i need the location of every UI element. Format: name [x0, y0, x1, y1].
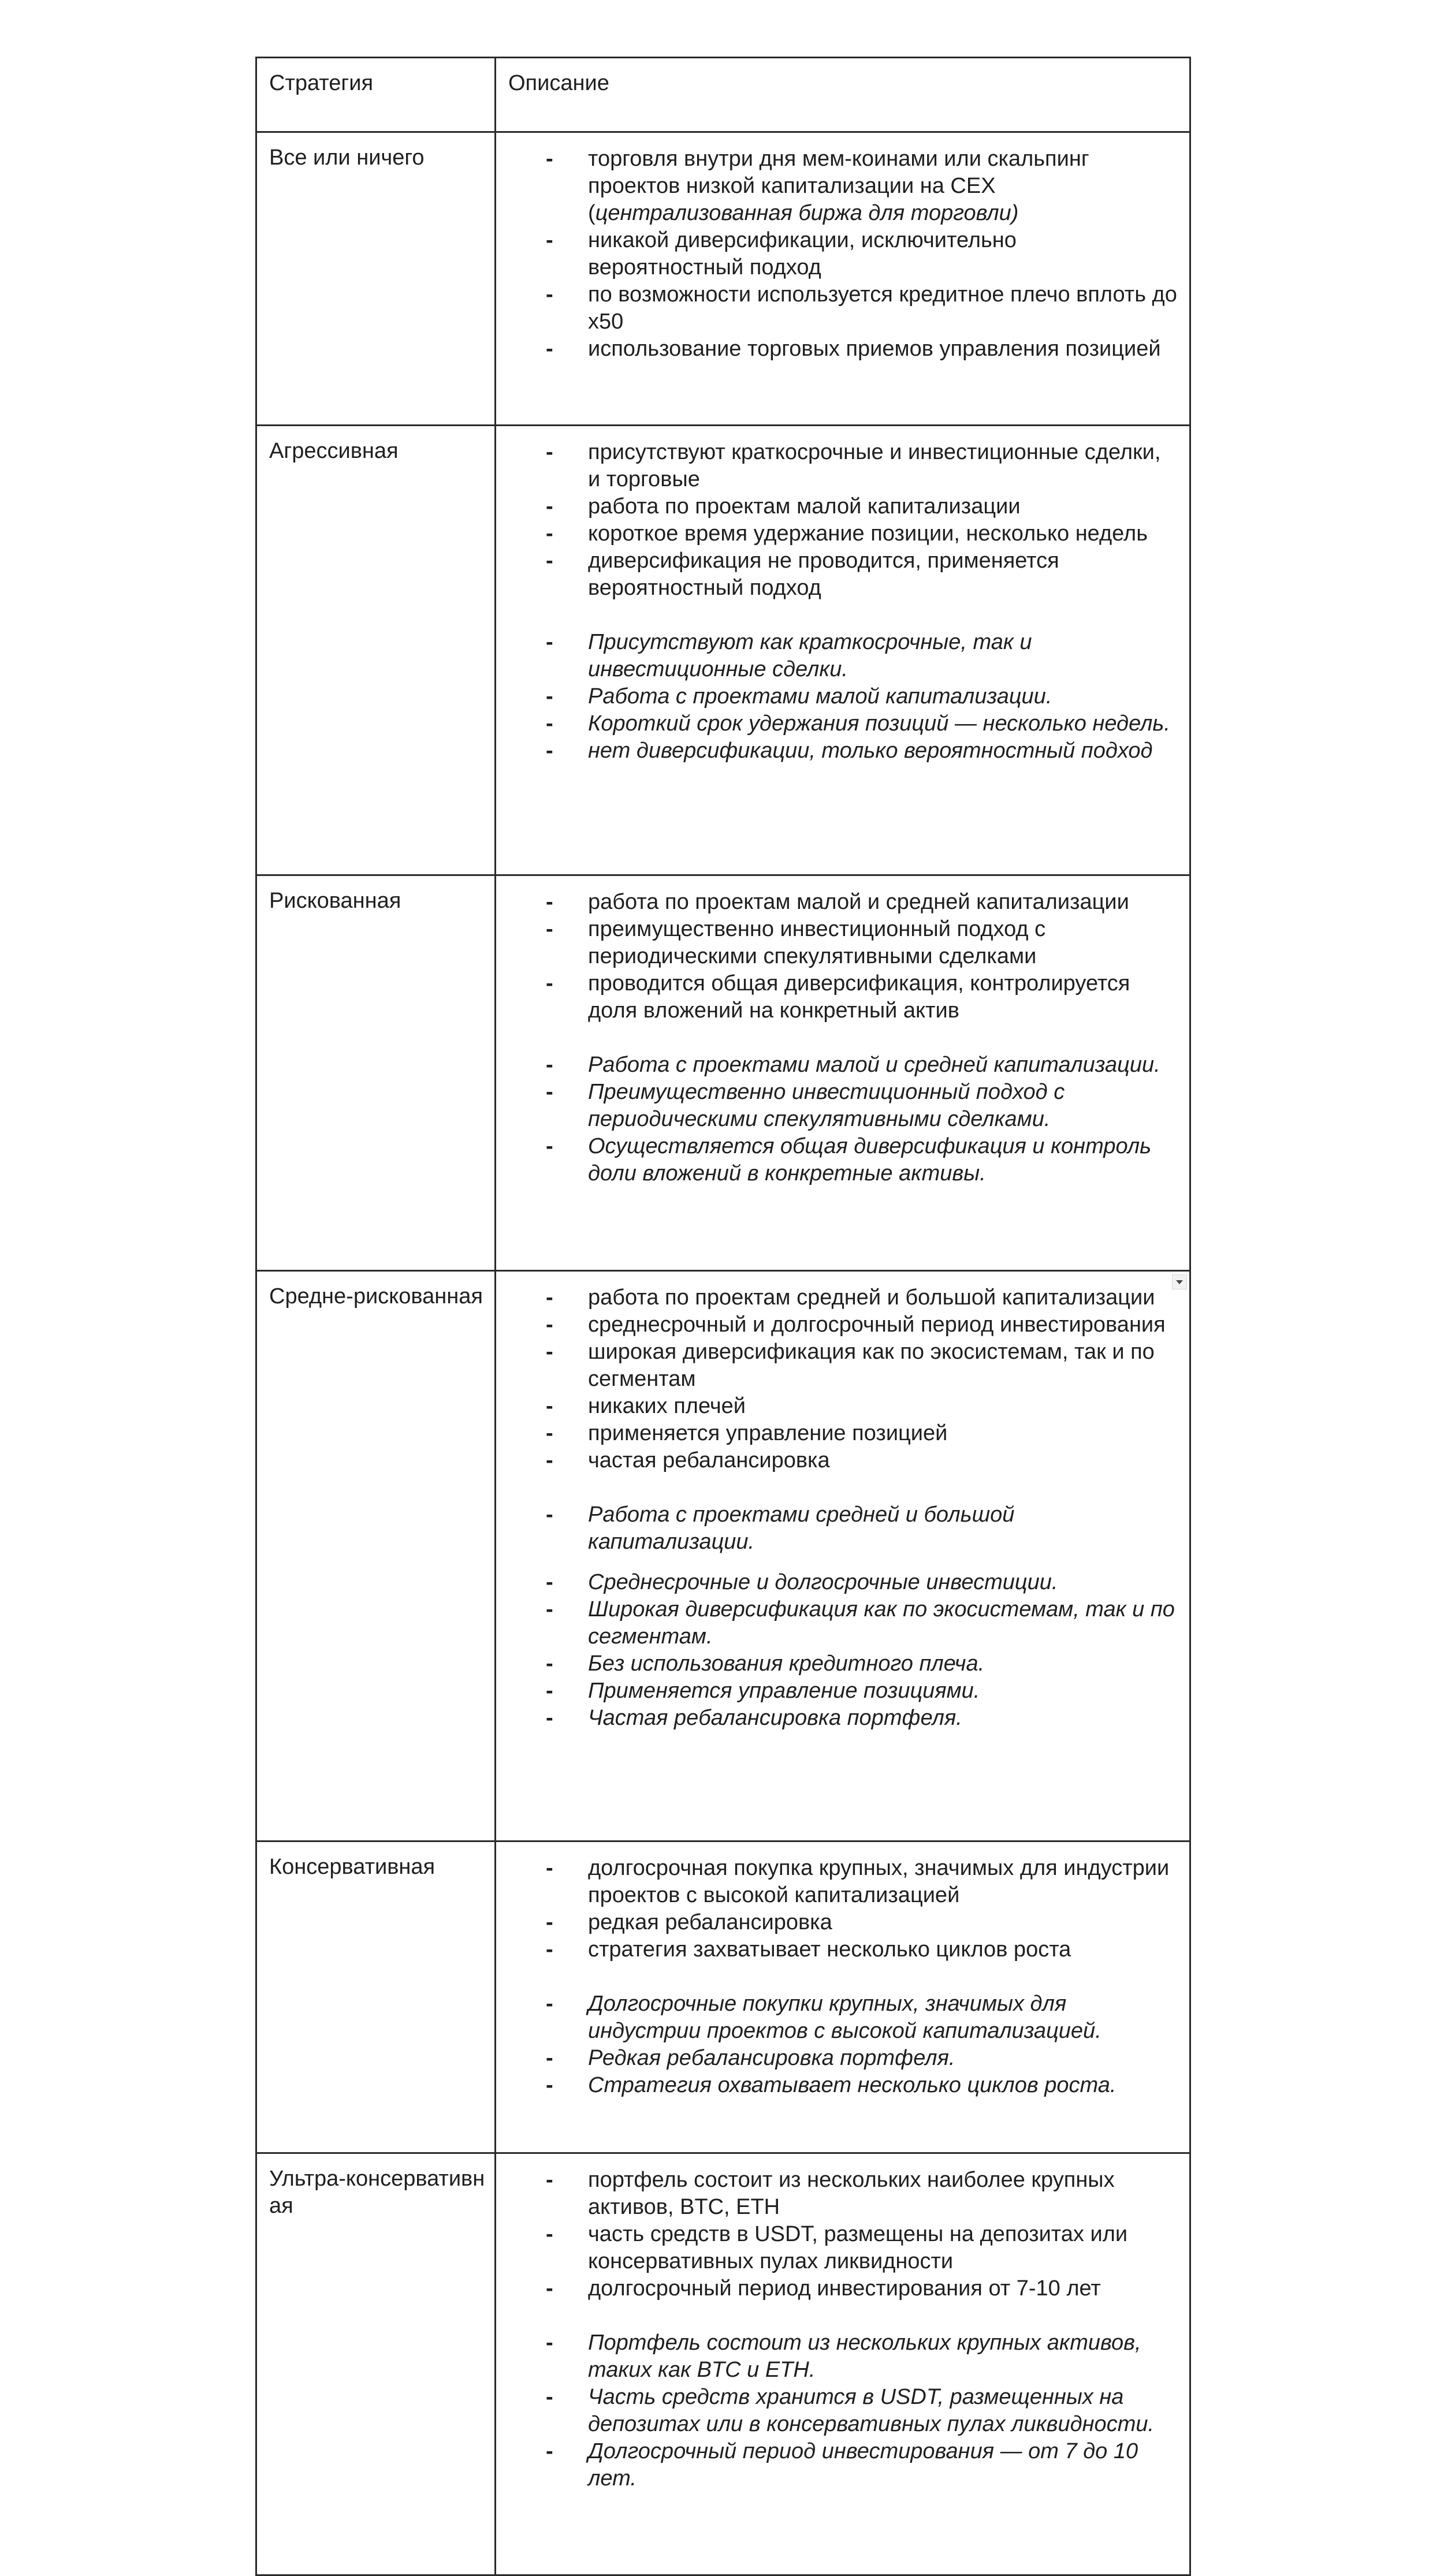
list-item	[496, 1311, 1178, 1339]
header-strategy: Стратегия	[256, 58, 496, 132]
list-item	[496, 2072, 1178, 2099]
list-item-text: широкая диверсификация как по экосистемам, так и по сегментам	[588, 1340, 1155, 1391]
list-item-text: Осуществляется общая диверсификация и контроль доли вложений в конкретные активы.	[588, 1134, 1152, 1186]
list-item-text: никаких плечей	[588, 1394, 746, 1418]
list-item	[496, 439, 1178, 493]
bullet-dash-icon: -	[546, 1856, 553, 1880]
list-item	[496, 1052, 1178, 1079]
list-item-text: Долгосрочные покупки крупных, значимых для индустрии проектов с высокой капитализацией.	[588, 1992, 1101, 2043]
bullet-dash-icon: -	[546, 1706, 553, 1730]
list-item-text: по возможности используется кредитное плечо вплоть до x50	[588, 282, 1177, 334]
list-item-text: портфель состоит из нескольких наиболее крупных активов, BTC, ETH	[588, 2168, 1115, 2219]
bullet-dash-icon: -	[546, 2073, 553, 2097]
list-item	[496, 2167, 1178, 2221]
bullet-dash-icon: -	[546, 890, 553, 914]
list-item-text: Редкая ребалансировка портфеля.	[588, 2046, 955, 2070]
list-item	[496, 1501, 1178, 1556]
strategy-name-cell[interactable]: Ультра-консервативная	[256, 2153, 496, 2575]
table-row	[256, 875, 1190, 1271]
list-item	[496, 493, 1178, 520]
bullet-dash-icon: -	[546, 1313, 553, 1337]
list-item-text: Применяется управление позициями.	[588, 1679, 980, 1703]
table-row	[256, 1271, 1190, 1841]
list-item	[496, 970, 1178, 1024]
bullet-list	[496, 889, 1178, 1024]
bullet-dash-icon: -	[546, 630, 553, 654]
bullet-dash-icon: -	[546, 147, 553, 171]
bullet-dash-icon: -	[546, 2276, 553, 2301]
bullet-dash-icon: -	[546, 1394, 553, 1418]
list-item-text: торговля внутри дня мем-коинами или скальпинг проектов низкой капитализации на CEX (	[588, 147, 1089, 225]
bullet-list-italic	[496, 1569, 1178, 1732]
bullet-dash-icon: -	[546, 1503, 553, 1527]
table-body	[256, 58, 1190, 2575]
list-item	[496, 1447, 1178, 1474]
strategy-name-cell[interactable]: Агрессивная	[256, 426, 496, 875]
bullet-dash-icon: -	[546, 521, 553, 546]
list-item	[496, 1339, 1178, 1393]
bullet-dash-icon: -	[546, 711, 553, 736]
bullet-list	[496, 1284, 1178, 1474]
bullet-dash-icon: -	[546, 2439, 553, 2463]
list-item-text: применяется управление позицией	[588, 1421, 948, 1445]
list-item-text: редкая ребалансировка	[588, 1910, 832, 1934]
list-item	[496, 629, 1178, 683]
paragraph-spacer	[496, 602, 1178, 629]
description-cell[interactable]	[496, 426, 1190, 875]
table-header-row	[256, 58, 1190, 132]
list-item-text: Стратегия охватывает несколько циклов роста.	[588, 2073, 1117, 2097]
bullet-dash-icon: -	[546, 1570, 553, 1594]
strategy-table	[255, 57, 1191, 2576]
bullet-dash-icon: -	[546, 1080, 553, 1104]
list-item-text: работа по проектам малой и средней капитализации	[588, 890, 1129, 914]
bullet-dash-icon: -	[546, 1285, 553, 1310]
bullet-dash-icon: -	[546, 739, 553, 763]
bullet-dash-icon: -	[546, 494, 553, 519]
bullet-dash-icon: -	[546, 1652, 553, 1676]
bullet-dash-icon: -	[546, 1421, 553, 1445]
bullet-dash-icon: -	[546, 228, 553, 252]
bullet-dash-icon: -	[546, 2222, 553, 2246]
bullet-dash-icon: -	[546, 2168, 553, 2192]
list-item-text: короткое время удержание позиции, несколько недель	[588, 521, 1148, 546]
bullet-list	[496, 439, 1178, 602]
list-item	[496, 2221, 1178, 2275]
strategy-name-cell[interactable]: Средне-рискованная	[256, 1271, 496, 1841]
list-item-text: Работа с проектами малой и средней капитализации.	[588, 1053, 1160, 1077]
description-cell[interactable]	[496, 2153, 1190, 2575]
bullet-dash-icon: -	[546, 2385, 553, 2409]
bullet-list-italic	[496, 629, 1178, 765]
list-item	[496, 1705, 1178, 1732]
list-item	[496, 1596, 1178, 1650]
bullet-dash-icon: -	[546, 2046, 553, 2070]
list-item	[496, 281, 1178, 335]
bullet-dash-icon: -	[546, 1910, 553, 1934]
bullet-dash-icon: -	[546, 2331, 553, 2355]
list-item-text: Без использования кредитного плеча.	[588, 1652, 985, 1676]
list-item	[496, 1133, 1178, 1187]
description-cell[interactable]	[496, 875, 1190, 1271]
list-item	[496, 737, 1178, 765]
list-item-text: работа по проектам малой капитализации	[588, 494, 1021, 519]
list-item	[496, 227, 1178, 281]
list-item-text: Работа с проектами малой капитализации.	[588, 684, 1052, 709]
list-item	[496, 916, 1178, 970]
list-item	[496, 683, 1178, 710]
list-item-text: Долгосрочный период инвестирования — от 7 до 10 лет.	[588, 2439, 1138, 2491]
list-item-text: нет диверсификации, только вероятностный подход	[588, 739, 1153, 763]
bullet-dash-icon: -	[546, 1597, 553, 1621]
list-item-text: использование торговых приемов управления позицией	[588, 337, 1161, 361]
list-item	[496, 1855, 1178, 1909]
list-item	[496, 2045, 1178, 2072]
bullet-list-italic	[496, 1990, 1178, 2099]
list-item-text: работа по проектам средней и большой капитализации	[588, 1285, 1155, 1310]
bullet-dash-icon: -	[546, 282, 553, 307]
list-item-text: присутствуют краткосрочные и инвестиционные сделки, и торговые	[588, 440, 1161, 491]
list-item-text: Присутствуют как краткосрочные, так и инвестиционные сделки.	[588, 630, 1032, 681]
bullet-list-italic	[496, 2329, 1178, 2492]
table-row	[256, 132, 1190, 426]
list-item-text: частая ребалансировка	[588, 1448, 830, 1472]
list-item-text: преимущественно инвестиционный подход с периодическими спекулятивными сделками	[588, 917, 1046, 968]
list-item-text: диверсификация не проводится, применяется вероятностный подход	[588, 549, 1059, 600]
bullet-dash-icon: -	[546, 337, 553, 361]
list-item-text: Короткий срок удержания позиций — несколько недель.	[588, 711, 1170, 736]
bullet-dash-icon: -	[546, 1134, 553, 1158]
list-item	[496, 1079, 1178, 1133]
description-cell[interactable]	[496, 1271, 1190, 1841]
header-description: Описание	[496, 58, 1190, 132]
bullet-list-italic	[496, 1052, 1178, 1187]
bullet-dash-icon: -	[546, 1448, 553, 1472]
bullet-dash-icon: -	[546, 1340, 553, 1364]
paragraph-spacer	[496, 1474, 1178, 1501]
paragraph-spacer	[496, 1024, 1178, 1052]
list-item-italic-note: централизованная биржа для торговли)	[595, 201, 1019, 225]
list-item	[496, 1650, 1178, 1677]
list-item	[496, 2384, 1178, 2438]
table-row	[256, 426, 1190, 875]
paragraph-spacer	[496, 1963, 1178, 1990]
list-item	[496, 335, 1178, 363]
strategy-name-cell[interactable]: Все или ничего	[256, 132, 496, 426]
strategy-name-cell[interactable]: Консервативная	[256, 1841, 496, 2153]
list-item-text: проводится общая диверсификация, контролируется доля вложений на конкретный актив	[588, 971, 1130, 1023]
list-item	[496, 1569, 1178, 1596]
list-item-text: среднесрочный и долгосрочный период инвестирования	[588, 1313, 1166, 1337]
triangle-down-glyph	[1176, 1280, 1183, 1284]
list-item	[496, 1677, 1178, 1705]
list-item	[496, 146, 1178, 227]
list-item-text: долгосрочная покупка крупных, значимых для индустрии проектов с высокой капитализацией	[588, 1856, 1170, 1907]
paragraph-spacer	[496, 2302, 1178, 2329]
bullet-list-italic	[496, 1501, 1178, 1556]
list-item-text: Среднесрочные и долгосрочные инвестиции.	[588, 1570, 1058, 1594]
bullet-dash-icon: -	[546, 549, 553, 573]
list-item	[496, 1936, 1178, 1963]
list-item	[496, 2275, 1178, 2302]
list-item-text: Портфель состоит из нескольких крупных активов, таких как BTC и ETH.	[588, 2331, 1141, 2382]
list-item-text: Преимущественно инвестиционный подход с периодическими спекулятивными сделками.	[588, 1080, 1065, 1131]
list-item	[496, 1420, 1178, 1447]
list-item-text: долгосрочный период инвестирования от 7-10 лет	[588, 2276, 1101, 2301]
list-item-text: Широкая диверсификация как по экосистемам, так и по сегментам.	[588, 1597, 1175, 1649]
list-item	[496, 710, 1178, 737]
list-item	[496, 2438, 1178, 2492]
bullet-dash-icon: -	[546, 1679, 553, 1703]
list-item-text: Частая ребалансировка портфеля.	[588, 1706, 962, 1730]
list-item	[496, 1909, 1178, 1936]
bullet-dash-icon: -	[546, 971, 553, 996]
list-item	[496, 1284, 1178, 1311]
table-row	[256, 2153, 1190, 2575]
bullet-list	[496, 2167, 1178, 2302]
description-cell[interactable]	[496, 132, 1190, 426]
list-item	[496, 1393, 1178, 1420]
list-item-text: никакой диверсификации, исключительно вероятностный подход	[588, 228, 1017, 279]
table-row	[256, 1841, 1190, 2153]
bullet-dash-icon: -	[546, 1937, 553, 1962]
bullet-list	[496, 1855, 1178, 1963]
strategy-name-cell[interactable]: Рискованная	[256, 875, 496, 1271]
bullet-dash-icon: -	[546, 440, 553, 464]
description-cell[interactable]	[496, 1841, 1190, 2153]
bullet-dash-icon: -	[546, 684, 553, 709]
list-item	[496, 2329, 1178, 2384]
bullet-list	[496, 146, 1178, 363]
list-item-text: часть средств в USDT, размещены на депозитах или консервативных пулах ликвидности	[588, 2222, 1128, 2273]
bullet-dash-icon: -	[546, 1992, 553, 2016]
list-item-text: Часть средств хранится в USDT, размещенных на депозитах или в консервативных пулах ликвидности.	[588, 2385, 1155, 2436]
paragraph-spacer	[496, 1556, 1178, 1569]
bullet-dash-icon: -	[546, 1053, 553, 1077]
bullet-dash-icon: -	[546, 917, 553, 941]
list-item-text: Работа с проектами средней и большой капитализации.	[588, 1503, 1015, 1554]
list-item	[496, 889, 1178, 916]
list-item	[496, 1990, 1178, 2045]
list-item	[496, 520, 1178, 547]
list-item-text: стратегия захватывает несколько циклов роста	[588, 1937, 1071, 1962]
list-item	[496, 547, 1178, 602]
